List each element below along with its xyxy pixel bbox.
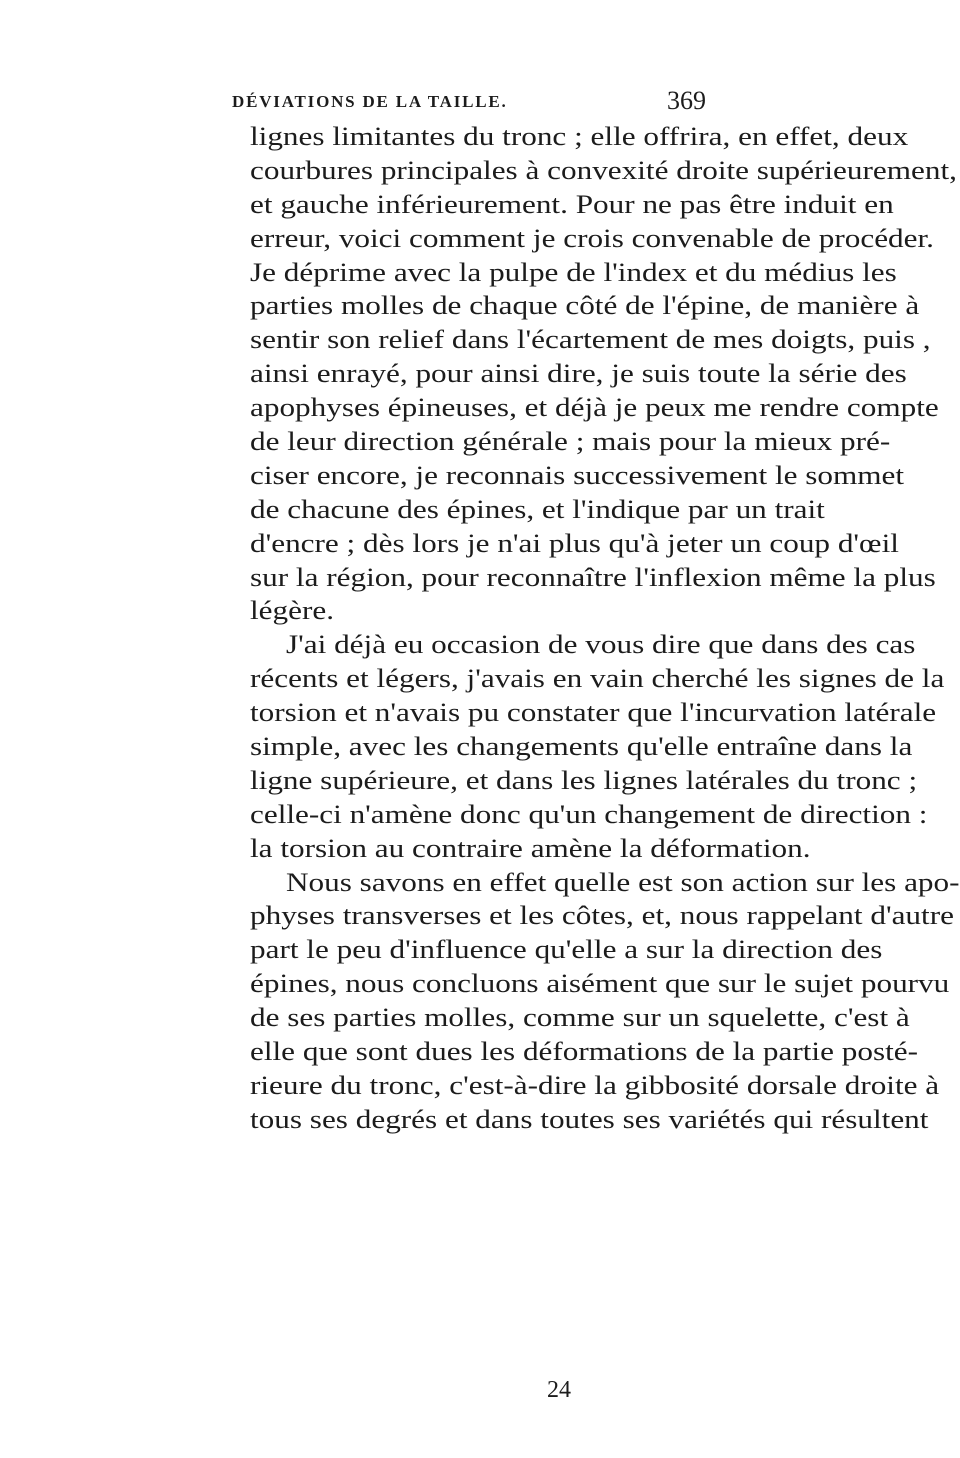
text-line: simple, avec les changements qu'elle entraîne dans la <box>250 732 913 762</box>
running-header <box>0 86 800 118</box>
text-line: de chacune des épines, et l'indique par un trait <box>250 494 825 524</box>
text-line: parties molles de chaque côté de l'épine, de manière à <box>250 291 920 321</box>
page-number: 369 <box>667 86 706 115</box>
text-line: de leur direction générale ; mais pour la mieux pré- <box>250 427 891 457</box>
text-line: légère. <box>250 596 335 626</box>
text-line: sentir son relief dans l'écartement de mes doigts, puis , <box>250 325 931 355</box>
text-line: épines, nous concluons aisément que sur le sujet pourvu <box>250 969 950 999</box>
paragraph-first-line: Nous savons en effet quelle est son action sur les apo- <box>286 867 960 897</box>
text-line: tous ses degrés et dans toutes ses variétés qui résultent <box>250 1104 929 1134</box>
paragraph-first-line: J'ai déjà eu occasion de vous dire que dans des cas <box>286 630 916 660</box>
text-line: d'encre ; dès lors je n'ai plus qu'à jeter un coup d'œil <box>250 528 899 558</box>
text-line: ligne supérieure, et dans les lignes latérales du tronc ; <box>250 765 918 795</box>
text-line: lignes limitantes du tronc ; elle offrira, en effet, deux <box>250 122 909 151</box>
text-line: erreur, voici comment je crois convenable de procéder. <box>250 223 934 253</box>
text-line: la torsion au contraire amène la déformation. <box>250 833 811 863</box>
text-line: rieure du tronc, c'est-à-dire la gibbosité dorsale droite à <box>250 1070 940 1100</box>
text-line: Je déprime avec la pulpe de l'index et du médius les <box>250 257 897 287</box>
text-line: apophyses épineuses, et déjà je peux me rendre compte <box>250 393 939 423</box>
text-line: courbures principales à convexité droite supérieurement, <box>250 155 957 185</box>
text-line: de ses parties molles, comme sur un squelette, c'est à <box>250 1003 910 1033</box>
text-line: physes transverses et les côtes, et, nous rappelant d'autre <box>250 901 954 931</box>
running-title: DÉVIATIONS DE LA TAILLE. <box>232 92 508 111</box>
text-line: torsion et n'avais pu constater que l'incurvation latérale <box>250 698 937 728</box>
text-line: récents et légers, j'avais en vain cherché les signes de la <box>250 664 945 694</box>
signature-mark: 24 <box>547 1377 571 1403</box>
text-line: ciser encore, je reconnais successivement le sommet <box>250 460 905 490</box>
text-line: elle que sont dues les déformations de la partie posté- <box>250 1037 919 1067</box>
body-text <box>250 120 960 1137</box>
text-line: sur la région, pour reconnaître l'inflexion même la plus <box>250 562 936 592</box>
text-line: part le peu d'influence qu'elle a sur la direction des <box>250 935 883 965</box>
text-line: ainsi enrayé, pour ainsi dire, je suis toute la série des <box>250 359 907 389</box>
text-line: et gauche inférieurement. Pour ne pas être induit en <box>250 189 894 219</box>
text-line: celle-ci n'amène donc qu'un changement de direction : <box>250 799 928 829</box>
